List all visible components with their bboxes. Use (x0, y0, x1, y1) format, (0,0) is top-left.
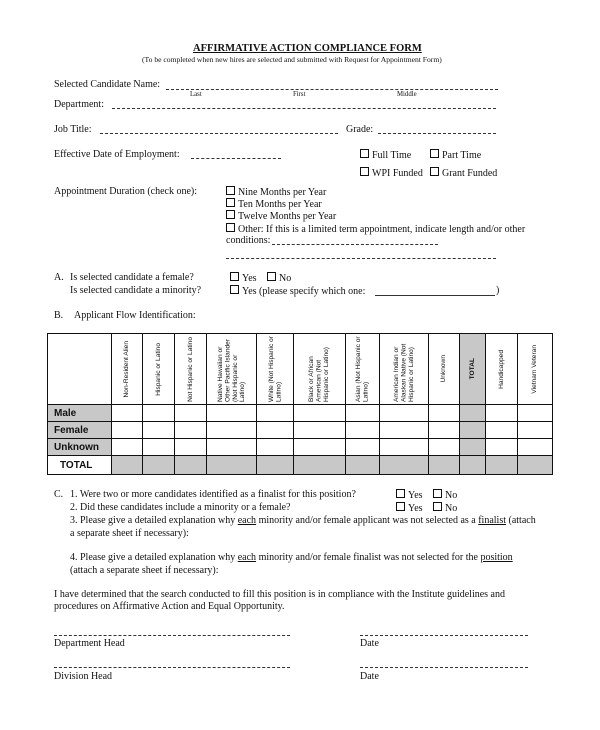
row-label: Male (48, 405, 112, 422)
certification-line-2: procedures on Affirmative Action and Equal Opportunity. (54, 601, 285, 612)
table-cell[interactable] (111, 456, 143, 475)
department-head-label: Department Head (54, 638, 125, 649)
close-paren: ) (496, 285, 500, 296)
wpi-funded-option[interactable]: WPI Funded (360, 167, 423, 179)
conditions-field-2[interactable] (226, 258, 496, 259)
applicant-explanation-note: a separate sheet if necessary): (70, 528, 189, 539)
table-row-total (48, 456, 553, 475)
table-cell[interactable] (486, 456, 518, 475)
include-yes-checkbox[interactable] (396, 502, 405, 511)
table-cell[interactable] (143, 439, 175, 456)
table-cell[interactable] (486, 405, 518, 422)
row-label: Female (48, 422, 112, 439)
effective-date-label: Effective Date of Employment: (54, 149, 180, 160)
job-title-label: Job Title: (54, 124, 92, 135)
column-header: White (Not Hispanic or Latino) (256, 334, 293, 405)
table-cell[interactable] (428, 439, 459, 456)
include-yes-option[interactable]: Yes (396, 502, 423, 514)
department-date-field[interactable] (360, 635, 528, 636)
grade-label: Grade: (346, 124, 374, 135)
table-cell[interactable] (256, 405, 293, 422)
table-cell[interactable] (143, 422, 175, 439)
table-cell[interactable] (379, 422, 428, 439)
finalist-explanation-note: (attach a separate sheet if necessary): (70, 565, 219, 576)
duration-option-nine[interactable]: Nine Months per Year (226, 186, 326, 198)
form-title: AFFIRMATIVE ACTION COMPLIANCE FORM (193, 43, 422, 54)
table-cell[interactable] (111, 405, 143, 422)
grade-field[interactable] (378, 133, 496, 134)
first-name-caption: First (293, 91, 306, 98)
full-time-checkbox[interactable] (360, 149, 369, 158)
table-row-unknown (48, 439, 553, 456)
table-cell[interactable] (207, 405, 257, 422)
finalist-yes-checkbox[interactable] (396, 489, 405, 498)
table-cell[interactable] (207, 439, 257, 456)
effective-date-field[interactable] (191, 158, 281, 159)
table-cell[interactable] (486, 422, 518, 439)
table-cell[interactable] (207, 422, 257, 439)
table-cell[interactable] (346, 439, 380, 456)
table-cell-total[interactable] (459, 456, 486, 475)
division-head-signature-field[interactable] (54, 667, 290, 668)
column-header: Non-Resident Alien (111, 334, 143, 405)
table-cell[interactable] (428, 405, 459, 422)
table-cell[interactable] (175, 456, 207, 475)
full-time-option[interactable]: Full Time (360, 149, 411, 161)
section-c-letter: C. (54, 489, 64, 500)
twelve-months-checkbox[interactable] (226, 210, 235, 219)
female-yes-option[interactable]: Yes (230, 272, 257, 284)
table-cell[interactable] (175, 405, 207, 422)
finalist-no-checkbox[interactable] (433, 489, 442, 498)
minority-yes-option[interactable]: Yes (please specify which one: (230, 285, 365, 297)
table-cell[interactable] (486, 439, 518, 456)
table-cell[interactable] (379, 439, 428, 456)
applicant-flow-label: Applicant Flow Identification: (74, 310, 196, 321)
conditions-label: conditions: (226, 235, 271, 246)
table-cell[interactable] (111, 422, 143, 439)
row-label: Unknown (48, 439, 112, 456)
part-time-option[interactable]: Part Time (430, 149, 481, 161)
finalist-no-option[interactable]: No (433, 489, 457, 501)
division-date-label: Date (360, 671, 379, 682)
row-label: TOTAL (48, 456, 112, 475)
table-cell[interactable] (428, 422, 459, 439)
minority-yes-checkbox[interactable] (230, 285, 239, 294)
column-header: Unknown (428, 334, 459, 405)
table-cell[interactable] (379, 405, 428, 422)
division-head-label: Division Head (54, 671, 113, 682)
finalist-explanation-question: 4. Please give a detailed explanation why each minority and/or female finalist was not selected for the position (70, 552, 513, 563)
table-cell[interactable] (517, 405, 552, 422)
table-cell[interactable] (428, 456, 459, 475)
table-cell[interactable] (517, 422, 552, 439)
last-name-caption: Last (190, 91, 202, 98)
female-yes-checkbox[interactable] (230, 272, 239, 281)
conditions-field-1[interactable] (272, 244, 438, 245)
female-no-checkbox[interactable] (267, 272, 276, 281)
duration-option-ten[interactable]: Ten Months per Year (226, 198, 322, 210)
section-a-letter: A. (54, 272, 64, 283)
table-cell[interactable] (517, 439, 552, 456)
column-header: Vietnam Veteran (517, 334, 552, 405)
table-cell-total[interactable] (459, 439, 486, 456)
applicant-flow-table (47, 333, 553, 475)
job-title-field[interactable] (100, 133, 338, 134)
corner-cell (48, 334, 112, 405)
duration-label: Appointment Duration (check one): (54, 186, 198, 197)
table-cell-total[interactable] (459, 405, 486, 422)
table-row-male (48, 405, 553, 422)
table-cell[interactable] (175, 439, 207, 456)
table-header-row (48, 334, 553, 405)
duration-option-other[interactable]: Other: If this is a limited term appointment, indicate length and/or other (226, 223, 525, 235)
table-cell[interactable] (294, 405, 346, 422)
table-cell[interactable] (517, 456, 552, 475)
department-field[interactable] (112, 108, 496, 109)
certification-line-1: I have determined that the search conducted to fill this position is in compliance with the Institute guidelines and (54, 589, 505, 600)
table-cell[interactable] (175, 422, 207, 439)
minority-specify-field[interactable] (375, 295, 495, 296)
table-cell[interactable] (294, 439, 346, 456)
finalist-yes-option[interactable]: Yes (396, 489, 423, 501)
ten-months-checkbox[interactable] (226, 198, 235, 207)
table-cell[interactable] (346, 456, 380, 475)
table-cell[interactable] (346, 405, 380, 422)
applicant-explanation-question: 3. Please give a detailed explanation why each minority and/or female applicant was not selected as a finalist (attach (70, 515, 536, 526)
include-no-option[interactable]: No (433, 502, 457, 514)
section-b-letter: B. (54, 310, 64, 321)
table-cell[interactable] (143, 456, 175, 475)
table-cell[interactable] (256, 456, 293, 475)
grant-funded-checkbox[interactable] (430, 167, 439, 176)
table-cell[interactable] (143, 405, 175, 422)
part-time-checkbox[interactable] (430, 149, 439, 158)
grant-funded-option[interactable]: Grant Funded (430, 167, 497, 179)
nine-months-checkbox[interactable] (226, 186, 235, 195)
form-subtitle: (To be completed when new hires are selected and submitted with Request for Appointment Form) (142, 55, 442, 64)
female-no-option[interactable]: No (267, 272, 291, 284)
table-cell[interactable] (294, 422, 346, 439)
include-minority-question: 2. Did these candidates include a minority or a female? (70, 502, 291, 513)
column-header: Not Hispanic or Latino (175, 334, 207, 405)
wpi-funded-checkbox[interactable] (360, 167, 369, 176)
table-cell-total[interactable] (459, 422, 486, 439)
table-cell[interactable] (294, 456, 346, 475)
table-row-female (48, 422, 553, 439)
department-label: Department: (54, 99, 104, 110)
table-cell[interactable] (256, 422, 293, 439)
candidate-name-field[interactable] (166, 89, 498, 90)
column-header: Asian (Not Hispanic or Latino) (346, 334, 380, 405)
other-duration-checkbox[interactable] (226, 223, 235, 232)
middle-name-caption: Middle (397, 91, 417, 98)
table-cell[interactable] (256, 439, 293, 456)
column-header: Black or African American (Not Hispanic or Latino) (294, 334, 346, 405)
table-cell[interactable] (111, 439, 143, 456)
candidate-name-label: Selected Candidate Name: (54, 79, 161, 90)
column-header-total: TOTAL (459, 334, 486, 405)
table-cell[interactable] (379, 456, 428, 475)
column-header: Handicapped (486, 334, 518, 405)
finalist-question: 1. Were two or more candidates identified as a finalist for this position? (70, 489, 356, 500)
female-question: Is selected candidate a female? (70, 272, 194, 283)
column-header: Hispanic or Latino (143, 334, 175, 405)
department-date-label: Date (360, 638, 379, 649)
table-cell[interactable] (346, 422, 380, 439)
duration-option-twelve[interactable]: Twelve Months per Year (226, 210, 336, 222)
column-header: Native Hawaiian or Other Pacific Islander (Not Hispanic or Latino) (207, 334, 257, 405)
minority-question: Is selected candidate a minority? (70, 285, 202, 296)
department-head-signature-field[interactable] (54, 635, 290, 636)
table-cell[interactable] (207, 456, 257, 475)
include-no-checkbox[interactable] (433, 502, 442, 511)
column-header: American Indian or Alaskan Native (Not Hispanic or Latino) (379, 334, 428, 405)
division-date-field[interactable] (360, 667, 528, 668)
